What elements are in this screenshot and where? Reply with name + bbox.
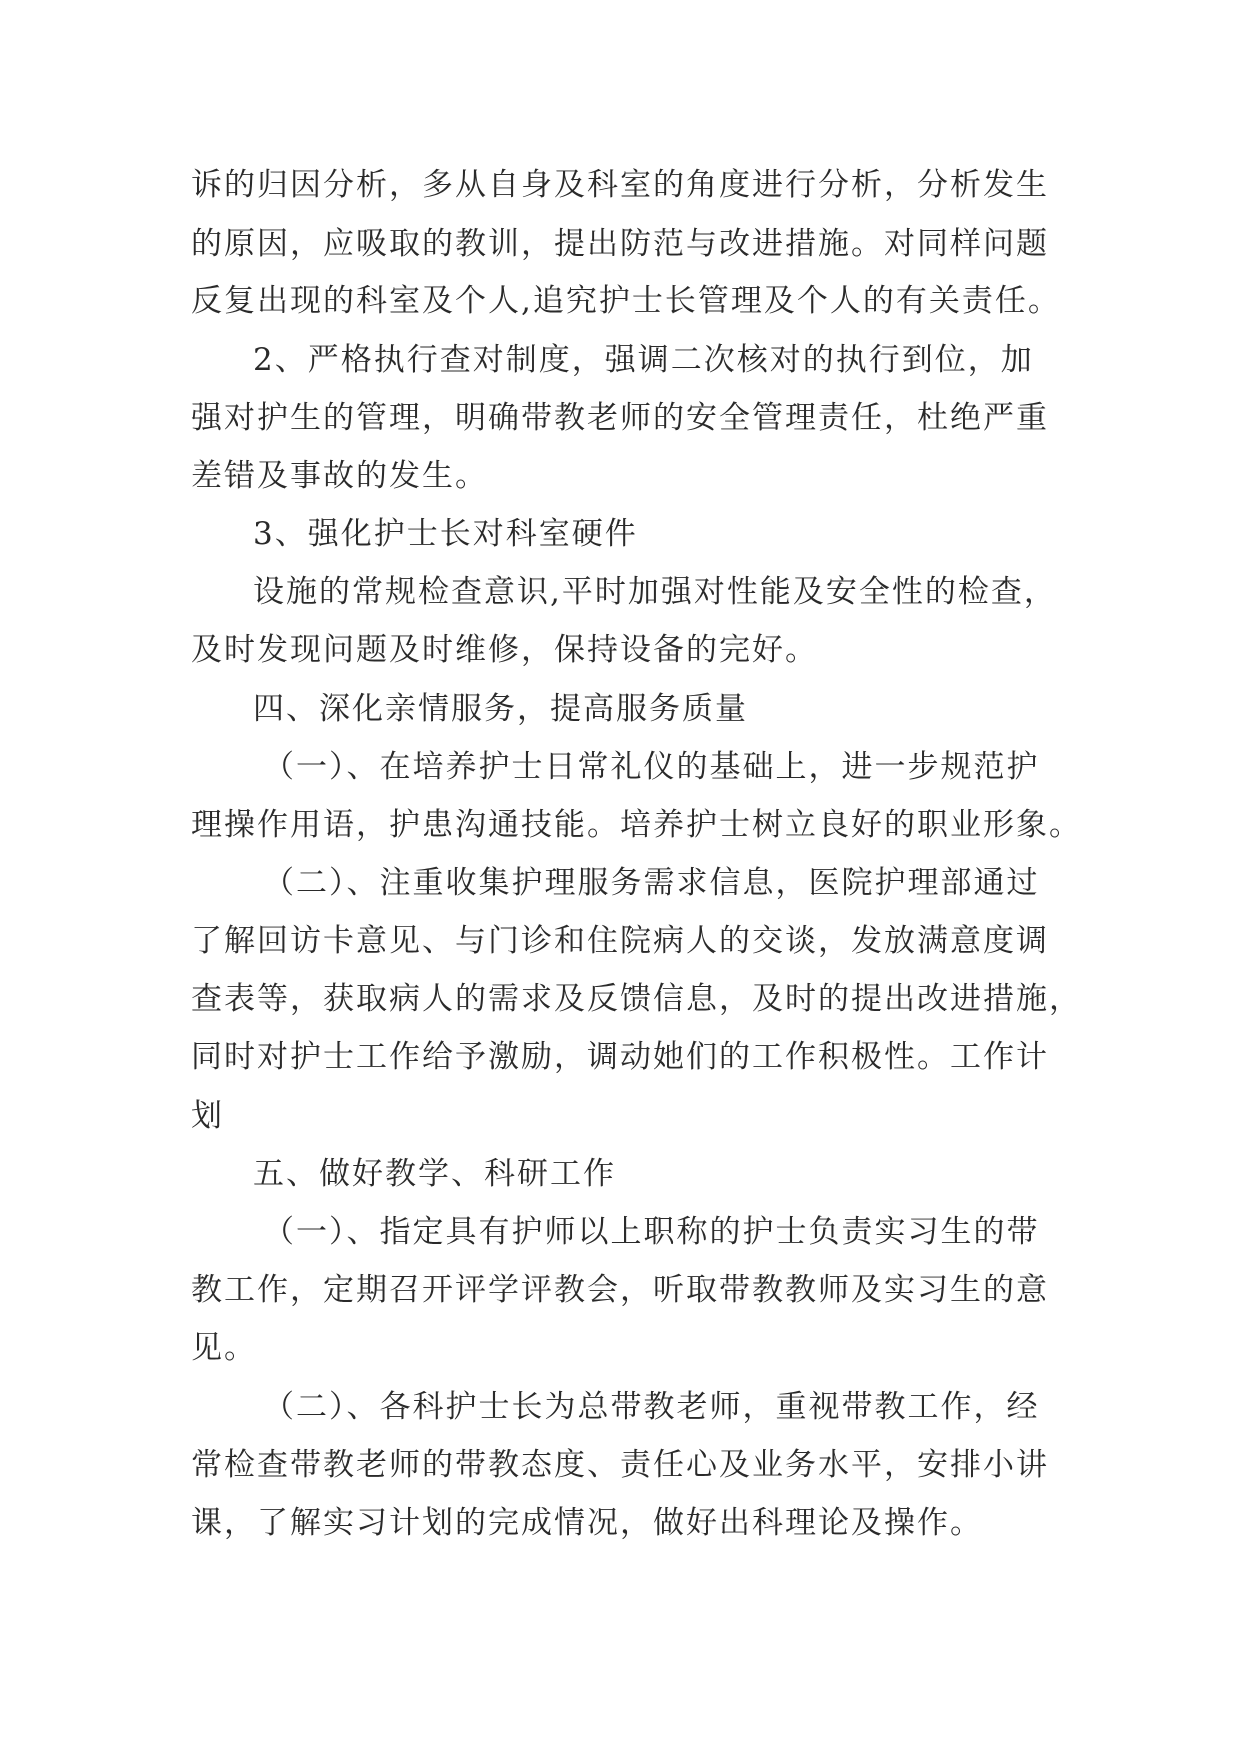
- text-line: 2、严格执行查对制度，强调二次核对的执行到位，加: [253, 342, 1034, 378]
- text-line: 同时对护士工作给予激励，调动她们的工作积极性。工作计: [191, 1039, 1049, 1075]
- text-line: 查表等，获取病人的需求及反馈信息，及时的提出改进措施，: [191, 981, 1082, 1017]
- text-line: 差错及事故的发生。: [191, 458, 488, 494]
- text-line: 见。: [191, 1330, 257, 1366]
- text-line: 划: [191, 1098, 224, 1134]
- text-line: （二）、注重收集护理服务需求信息，医院护理部通过: [263, 865, 1040, 901]
- text-line: 了解回访卡意见、与门诊和住院病人的交谈，发放满意度调: [191, 923, 1049, 959]
- section-heading: 四、深化亲情服务，提高服务质量: [253, 691, 748, 727]
- text-line: （二）、各科护士长为总带教老师，重视带教工作，经: [263, 1389, 1040, 1425]
- text-line: 反复出现的科室及个人,追究护士长管理及个人的有关责任。: [191, 283, 1061, 319]
- text-line: 常检查带教老师的带教态度、责任心及业务水平，安排小讲: [191, 1447, 1049, 1483]
- section-heading: 五、做好教学、科研工作: [253, 1156, 616, 1192]
- text-line: 强对护生的管理，明确带教老师的安全管理责任，杜绝严重: [191, 400, 1049, 436]
- text-line: 3、强化护士长对科室硬件: [253, 516, 638, 552]
- text-line: 课，了解实习计划的完成情况，做好出科理论及操作。: [191, 1505, 983, 1541]
- text-line: （一）、指定具有护师以上职称的护士负责实习生的带: [263, 1214, 1040, 1250]
- text-line: 设施的常规检查意识,平时加强对性能及安全性的检查，: [253, 574, 1057, 610]
- text-line: 的原因，应吸取的教训，提出防范与改进措施。对同样问题: [191, 226, 1049, 262]
- text-line: （一）、在培养护士日常礼仪的基础上，进一步规范护: [263, 749, 1040, 785]
- text-line: 及时发现问题及时维修，保持设备的完好。: [191, 632, 818, 668]
- text-line: 诉的归因分析，多从自身及科室的角度进行分析，分析发生: [191, 167, 1049, 203]
- text-line: 理操作用语，护患沟通技能。培养护士树立良好的职业形象。: [191, 807, 1082, 843]
- text-line: 教工作，定期召开评学评教会，听取带教教师及实习生的意: [191, 1272, 1049, 1308]
